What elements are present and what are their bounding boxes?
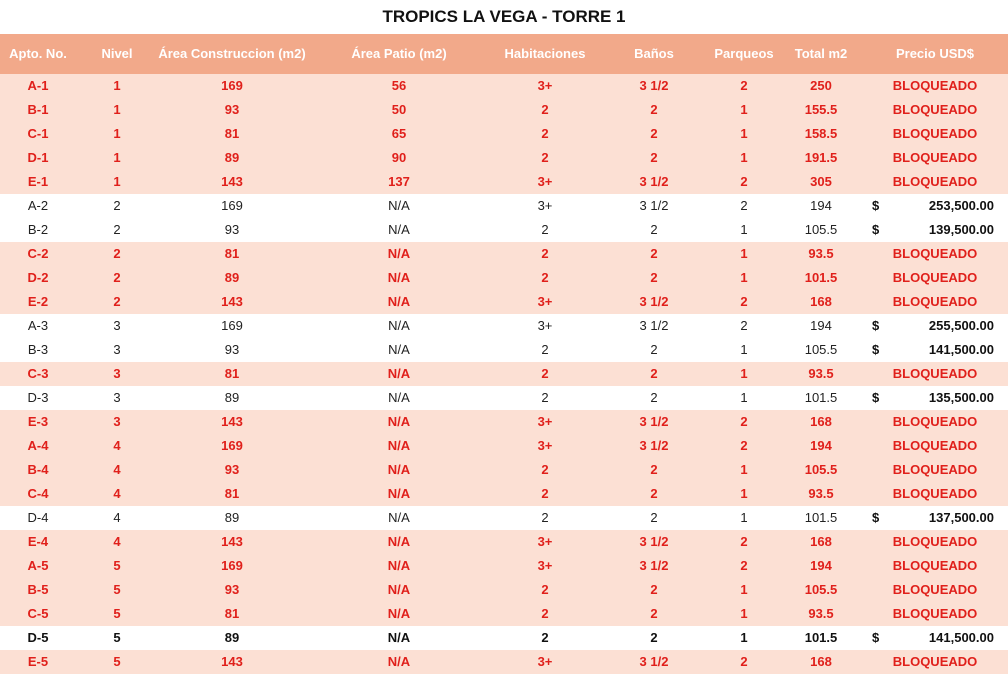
cell-apto: B-2	[27, 222, 49, 237]
cell-nivel: 5	[113, 654, 121, 669]
cell-banos: 3 1/2	[639, 294, 669, 309]
cell-area-patio: 90	[391, 150, 407, 165]
cell-banos: 3 1/2	[639, 78, 669, 93]
cell-nivel: 3	[113, 366, 121, 381]
cell-banos: 2	[650, 342, 658, 357]
cell-total-m2: 101.5	[804, 390, 838, 405]
cell-total-m2: 155.5	[804, 102, 838, 117]
table-row	[0, 434, 1008, 458]
cell-nivel: 4	[113, 510, 121, 525]
cell-nivel: 5	[113, 630, 121, 645]
table-row	[0, 146, 1008, 170]
cell-total-m2: 305	[810, 174, 832, 189]
status-badge: BLOQUEADO	[892, 414, 978, 429]
cell-area-construccion: 81	[224, 606, 240, 621]
cell-area-construccion: 89	[224, 150, 240, 165]
cell-habitaciones: 3+	[537, 438, 553, 453]
cell-area-construccion: 89	[224, 630, 240, 645]
cell-nivel: 5	[113, 558, 121, 573]
price-amount: 141,500.00	[928, 630, 994, 645]
cell-habitaciones: 3+	[537, 654, 553, 669]
table-row	[0, 578, 1008, 602]
cell-habitaciones: 3+	[537, 198, 553, 213]
cell-total-m2: 168	[810, 654, 832, 669]
cell-nivel: 3	[113, 390, 121, 405]
table-header	[0, 34, 1008, 74]
cell-total-m2: 194	[810, 438, 832, 453]
status-badge: BLOQUEADO	[892, 534, 978, 549]
cell-apto: B-5	[27, 582, 49, 597]
cell-banos: 2	[650, 222, 658, 237]
table-row	[0, 266, 1008, 290]
cell-parqueos: 1	[740, 270, 748, 285]
cell-total-m2: 105.5	[804, 342, 838, 357]
cell-banos: 3 1/2	[639, 534, 669, 549]
table-row	[0, 98, 1008, 122]
cell-nivel: 4	[113, 486, 121, 501]
table-row	[0, 242, 1008, 266]
status-badge: BLOQUEADO	[892, 438, 978, 453]
cell-banos: 2	[650, 486, 658, 501]
cell-total-m2: 93.5	[808, 606, 834, 621]
cell-banos: 2	[650, 630, 658, 645]
cell-parqueos: 1	[740, 150, 748, 165]
cell-nivel: 1	[113, 102, 121, 117]
status-badge: BLOQUEADO	[892, 558, 978, 573]
table-row	[0, 602, 1008, 626]
column-header-precio: Precio USD$	[895, 46, 975, 61]
cell-habitaciones: 2	[541, 270, 549, 285]
table-row	[0, 554, 1008, 578]
cell-area-patio: N/A	[387, 654, 411, 669]
column-header-parqueos: Parqueos	[714, 46, 774, 61]
cell-area-patio: 50	[391, 102, 407, 117]
status-badge: BLOQUEADO	[892, 78, 978, 93]
cell-area-patio: N/A	[388, 342, 410, 357]
status-badge: BLOQUEADO	[892, 246, 978, 261]
cell-apto: D-4	[27, 510, 49, 525]
cell-apto: E-1	[27, 174, 49, 189]
cell-banos: 2	[650, 102, 658, 117]
cell-banos: 3 1/2	[639, 198, 669, 213]
cell-parqueos: 2	[740, 318, 748, 333]
cell-area-construccion: 169	[221, 438, 243, 453]
cell-nivel: 2	[113, 198, 121, 213]
cell-parqueos: 1	[740, 126, 748, 141]
status-badge: BLOQUEADO	[892, 582, 978, 597]
cell-area-patio: 137	[388, 174, 410, 189]
page-title: TROPICS LA VEGA - TORRE 1	[382, 7, 626, 26]
cell-banos: 2	[650, 246, 658, 261]
cell-area-construccion: 143	[221, 414, 243, 429]
cell-habitaciones: 3+	[537, 318, 553, 333]
cell-parqueos: 2	[740, 534, 748, 549]
table-row	[0, 650, 1008, 674]
cell-area-patio: N/A	[387, 438, 411, 453]
cell-area-patio: 56	[391, 78, 407, 93]
cell-parqueos: 1	[740, 630, 748, 645]
cell-habitaciones: 2	[541, 126, 549, 141]
cell-apto: D-3	[27, 390, 49, 405]
cell-area-construccion: 81	[224, 486, 240, 501]
cell-nivel: 1	[113, 150, 121, 165]
cell-area-patio: N/A	[387, 294, 411, 309]
table-row	[0, 170, 1008, 194]
cell-apto: E-5	[27, 654, 49, 669]
cell-nivel: 1	[113, 78, 121, 93]
cell-total-m2: 101.5	[804, 510, 838, 525]
cell-habitaciones: 2	[541, 510, 549, 525]
cell-parqueos: 1	[740, 510, 748, 525]
price-amount: 139,500.00	[928, 222, 994, 237]
column-header-apto: Apto. No.	[9, 46, 67, 61]
table-row	[0, 122, 1008, 146]
cell-habitaciones: 3+	[537, 174, 553, 189]
cell-area-patio: N/A	[387, 606, 411, 621]
cell-parqueos: 2	[740, 294, 748, 309]
cell-parqueos: 2	[740, 558, 748, 573]
table-row	[0, 626, 1008, 650]
cell-nivel: 4	[113, 438, 121, 453]
cell-area-construccion: 169	[221, 558, 243, 573]
cell-total-m2: 105.5	[804, 462, 838, 477]
column-header-area-patio: Área Patio (m2)	[351, 46, 447, 61]
cell-area-patio: N/A	[387, 366, 411, 381]
cell-total-m2: 93.5	[808, 246, 834, 261]
cell-apto: C-5	[27, 606, 49, 621]
cell-habitaciones: 2	[541, 486, 549, 501]
cell-area-patio: N/A	[387, 462, 411, 477]
price-amount: 141,500.00	[928, 342, 994, 357]
cell-area-construccion: 81	[224, 366, 240, 381]
cell-parqueos: 1	[740, 366, 748, 381]
status-badge: BLOQUEADO	[892, 102, 978, 117]
cell-apto: B-1	[27, 102, 49, 117]
table-row	[0, 506, 1008, 530]
cell-nivel: 1	[113, 174, 121, 189]
cell-habitaciones: 3+	[537, 294, 553, 309]
cell-area-patio: N/A	[388, 318, 410, 333]
cell-apto: A-2	[27, 198, 49, 213]
table-row	[0, 386, 1008, 410]
cell-banos: 3 1/2	[639, 174, 669, 189]
cell-area-patio: N/A	[388, 510, 410, 525]
currency-symbol: $	[872, 198, 880, 213]
table-row	[0, 458, 1008, 482]
cell-nivel: 4	[113, 462, 121, 477]
cell-area-patio: N/A	[388, 390, 410, 405]
cell-apto: D-5	[27, 630, 49, 645]
cell-parqueos: 2	[740, 438, 748, 453]
cell-habitaciones: 2	[541, 222, 549, 237]
cell-area-patio: N/A	[387, 486, 411, 501]
cell-banos: 3 1/2	[639, 414, 669, 429]
status-badge: BLOQUEADO	[892, 150, 978, 165]
cell-apto: A-4	[27, 438, 49, 453]
cell-parqueos: 1	[740, 582, 748, 597]
cell-total-m2: 168	[810, 414, 832, 429]
cell-banos: 2	[650, 390, 658, 405]
cell-apto: A-1	[27, 78, 49, 93]
cell-total-m2: 101.5	[804, 270, 838, 285]
cell-parqueos: 1	[740, 462, 748, 477]
cell-nivel: 3	[113, 342, 121, 357]
cell-area-construccion: 93	[224, 582, 240, 597]
cell-total-m2: 194	[810, 198, 832, 213]
cell-habitaciones: 2	[541, 630, 549, 645]
cell-area-construccion: 89	[224, 390, 240, 405]
cell-area-construccion: 143	[221, 534, 243, 549]
cell-parqueos: 1	[740, 222, 748, 237]
cell-parqueos: 1	[740, 246, 748, 261]
cell-banos: 2	[650, 150, 658, 165]
cell-total-m2: 93.5	[808, 366, 834, 381]
price-amount: 135,500.00	[928, 390, 994, 405]
status-badge: BLOQUEADO	[892, 606, 978, 621]
table-row	[0, 194, 1008, 218]
cell-area-patio: N/A	[387, 414, 411, 429]
currency-symbol: $	[872, 510, 880, 525]
column-header-nivel: Nivel	[101, 46, 133, 61]
status-badge: BLOQUEADO	[892, 654, 978, 669]
cell-apto: C-1	[27, 126, 49, 141]
currency-symbol: $	[872, 390, 880, 405]
currency-symbol: $	[872, 342, 880, 357]
cell-apto: A-3	[27, 318, 49, 333]
cell-banos: 2	[650, 606, 658, 621]
cell-apto: E-2	[27, 294, 49, 309]
cell-area-patio: N/A	[388, 198, 410, 213]
status-badge: BLOQUEADO	[892, 126, 978, 141]
cell-nivel: 1	[113, 126, 121, 141]
status-badge: BLOQUEADO	[892, 366, 978, 381]
cell-parqueos: 1	[740, 486, 748, 501]
cell-habitaciones: 2	[541, 582, 549, 597]
cell-area-construccion: 89	[224, 510, 240, 525]
price-amount: 253,500.00	[928, 198, 994, 213]
price-amount: 137,500.00	[928, 510, 994, 525]
cell-area-patio: N/A	[387, 534, 411, 549]
cell-area-patio: N/A	[387, 630, 411, 645]
status-badge: BLOQUEADO	[892, 294, 978, 309]
cell-apto: D-2	[27, 270, 49, 285]
currency-symbol: $	[872, 318, 880, 333]
cell-banos: 2	[650, 510, 658, 525]
cell-area-patio: N/A	[387, 582, 411, 597]
status-badge: BLOQUEADO	[892, 486, 978, 501]
column-header-habitaciones: Habitaciones	[504, 46, 586, 61]
cell-area-construccion: 169	[221, 78, 243, 93]
cell-parqueos: 1	[740, 390, 748, 405]
cell-total-m2: 93.5	[808, 486, 834, 501]
cell-area-construccion: 93	[224, 462, 240, 477]
cell-banos: 3 1/2	[639, 438, 669, 453]
cell-total-m2: 168	[810, 294, 832, 309]
cell-apto: E-3	[27, 414, 49, 429]
cell-total-m2: 158.5	[804, 126, 838, 141]
cell-area-construccion: 169	[221, 198, 243, 213]
cell-habitaciones: 2	[541, 150, 549, 165]
column-header-total-m2: Total m2	[794, 46, 848, 61]
cell-habitaciones: 2	[541, 102, 549, 117]
cell-nivel: 2	[113, 222, 121, 237]
cell-nivel: 2	[113, 270, 121, 285]
apartments-table	[0, 74, 1008, 674]
cell-area-construccion: 143	[221, 294, 243, 309]
currency-symbol: $	[872, 222, 880, 237]
cell-banos: 3 1/2	[639, 558, 669, 573]
cell-area-construccion: 143	[221, 174, 243, 189]
cell-habitaciones: 3+	[537, 414, 553, 429]
status-badge: BLOQUEADO	[892, 270, 978, 285]
cell-habitaciones: 3+	[537, 78, 553, 93]
cell-parqueos: 1	[740, 102, 748, 117]
cell-apto: C-4	[27, 486, 49, 501]
cell-area-construccion: 93	[224, 342, 240, 357]
cell-total-m2: 191.5	[804, 150, 838, 165]
cell-nivel: 2	[113, 246, 121, 261]
status-badge: BLOQUEADO	[892, 174, 978, 189]
cell-area-construccion: 81	[224, 126, 240, 141]
cell-nivel: 4	[113, 534, 121, 549]
price-amount: 255,500.00	[928, 318, 994, 333]
cell-total-m2: 105.5	[804, 582, 838, 597]
cell-apto: D-1	[27, 150, 49, 165]
cell-banos: 3 1/2	[639, 654, 669, 669]
cell-area-patio: N/A	[387, 558, 411, 573]
cell-banos: 2	[650, 270, 658, 285]
cell-apto: C-2	[27, 246, 49, 261]
table-row	[0, 338, 1008, 362]
cell-banos: 3 1/2	[639, 318, 669, 333]
cell-area-construccion: 93	[224, 102, 240, 117]
cell-parqueos: 2	[740, 198, 748, 213]
cell-parqueos: 2	[740, 174, 748, 189]
cell-nivel: 5	[113, 606, 121, 621]
table-row	[0, 290, 1008, 314]
cell-banos: 2	[650, 366, 658, 381]
cell-habitaciones: 2	[541, 462, 549, 477]
cell-apto: A-5	[27, 558, 49, 573]
cell-parqueos: 1	[740, 606, 748, 621]
cell-habitaciones: 2	[541, 246, 549, 261]
cell-parqueos: 1	[740, 342, 748, 357]
currency-symbol: $	[872, 630, 880, 645]
cell-area-construccion: 81	[224, 246, 240, 261]
cell-total-m2: 101.5	[804, 630, 838, 645]
cell-area-patio: N/A	[388, 222, 410, 237]
status-badge: BLOQUEADO	[892, 462, 978, 477]
table-row	[0, 362, 1008, 386]
cell-nivel: 5	[113, 582, 121, 597]
table-row	[0, 530, 1008, 554]
cell-nivel: 2	[113, 294, 121, 309]
cell-apto: C-3	[27, 366, 49, 381]
table-row	[0, 218, 1008, 242]
cell-habitaciones: 2	[541, 366, 549, 381]
table-row	[0, 314, 1008, 338]
cell-banos: 2	[650, 126, 658, 141]
cell-area-construccion: 89	[224, 270, 240, 285]
cell-apto: B-4	[27, 462, 49, 477]
cell-total-m2: 194	[810, 558, 832, 573]
cell-area-construccion: 93	[224, 222, 240, 237]
cell-area-construccion: 143	[221, 654, 243, 669]
table-row	[0, 74, 1008, 98]
cell-banos: 2	[650, 462, 658, 477]
cell-total-m2: 168	[810, 534, 832, 549]
cell-habitaciones: 3+	[537, 534, 553, 549]
table-row	[0, 410, 1008, 434]
cell-habitaciones: 2	[541, 342, 549, 357]
cell-apto: E-4	[27, 534, 49, 549]
cell-area-construccion: 169	[221, 318, 243, 333]
column-header-area-construccion: Área Construccion (m2)	[158, 46, 306, 61]
cell-total-m2: 194	[810, 318, 832, 333]
cell-apto: B-3	[27, 342, 49, 357]
cell-habitaciones: 2	[541, 606, 549, 621]
cell-parqueos: 2	[740, 654, 748, 669]
cell-nivel: 3	[113, 414, 121, 429]
cell-banos: 2	[650, 582, 658, 597]
cell-total-m2: 105.5	[804, 222, 838, 237]
cell-habitaciones: 3+	[537, 558, 553, 573]
cell-habitaciones: 2	[541, 390, 549, 405]
cell-nivel: 3	[113, 318, 121, 333]
column-header-banos: Baños	[634, 46, 674, 61]
cell-area-patio: 65	[391, 126, 407, 141]
table-row	[0, 482, 1008, 506]
cell-area-patio: N/A	[387, 270, 411, 285]
cell-total-m2: 250	[810, 78, 832, 93]
cell-parqueos: 2	[740, 414, 748, 429]
cell-area-patio: N/A	[387, 246, 411, 261]
cell-parqueos: 2	[740, 78, 748, 93]
